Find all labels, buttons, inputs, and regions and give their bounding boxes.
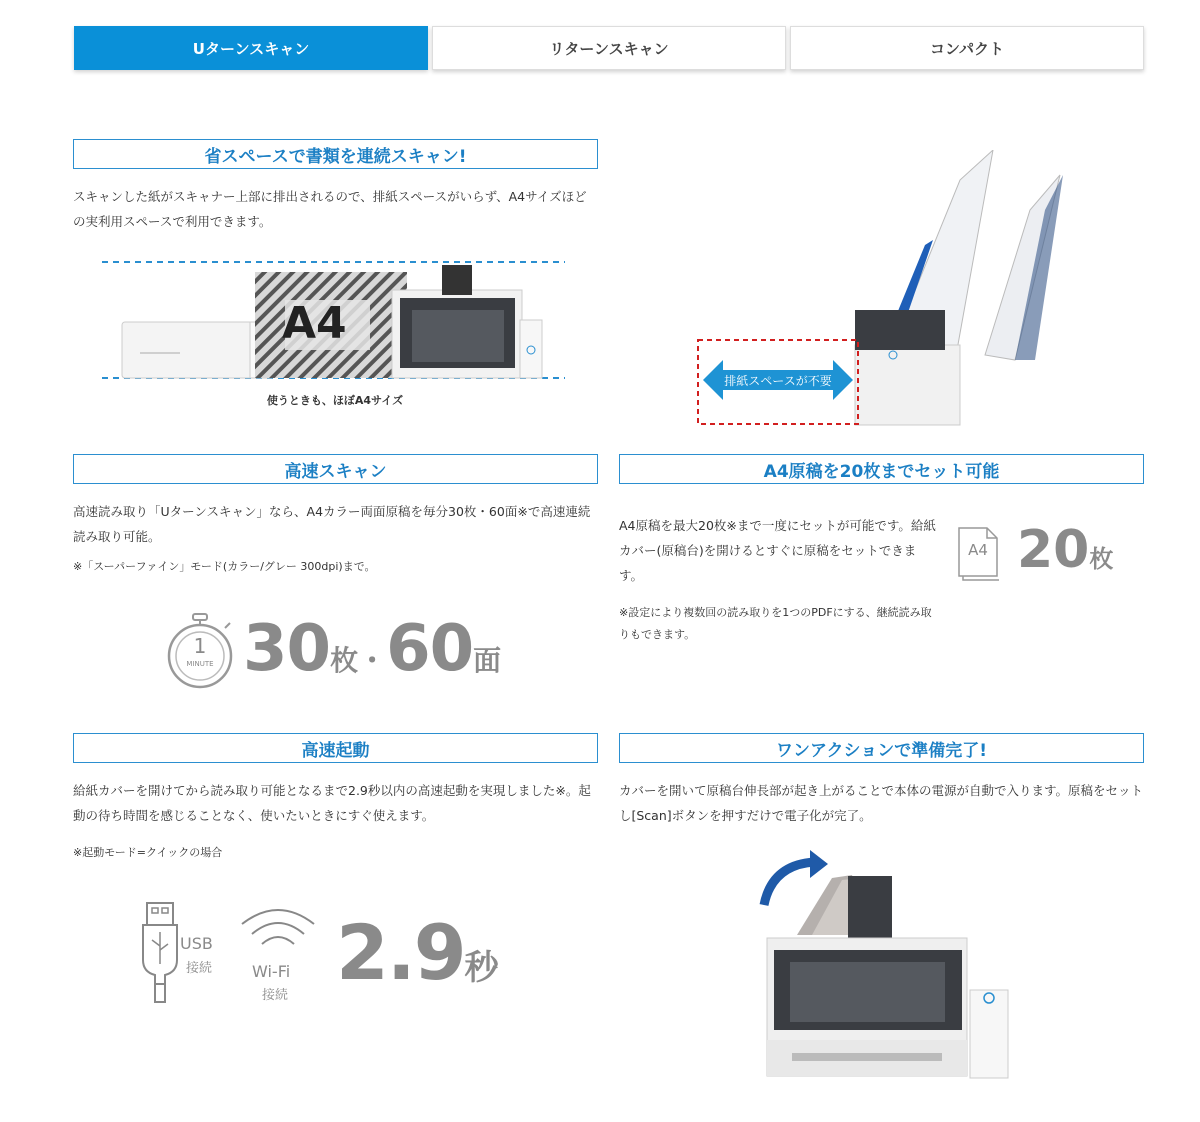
- scanner-opening-image: [752, 850, 1022, 1085]
- scan-speed-figure: [243, 612, 501, 686]
- sheet-capacity-figure: [1017, 520, 1113, 580]
- section-body-20-sheets: A4原稿を最大20枚※まで一度にセットが可能です。給紙カバー(原稿台)を開けるとすぐに原稿をセットできます。: [619, 518, 936, 583]
- wifi-connection-label: 接続: [262, 988, 289, 1003]
- startup-time-figure: [336, 908, 499, 997]
- section-body-fast-startup: 給紙カバーを開けてから読み取り可能となるまで2.9秒以内の高速起動を実現しました※。起動の待ち時間を感じることなく、使いたいときにすぐ使えます。: [73, 783, 591, 823]
- footprint-caption: 使うときも、ほぼA4サイズ: [266, 394, 404, 407]
- no-exit-space-label: 排紙スペースが不要: [724, 374, 832, 388]
- document-stack-icon: [957, 526, 1003, 582]
- sides-per-minute: 60: [386, 612, 474, 686]
- sides-unit: 面: [473, 644, 502, 677]
- scanner-open-illustration: [752, 850, 1022, 1085]
- stopwatch-icon: [165, 612, 235, 690]
- sheet-capacity-unit: 枚: [1089, 545, 1114, 573]
- section-header-20-sheets: A4原稿を20枚までセット可能: [619, 454, 1144, 484]
- startup-time-unit: 秒: [464, 948, 499, 988]
- section-body-one-action: カバーを開いて原稿台伸長部が起き上がることで本体の電源が自動で入ります。原稿をセットし[Scan]ボタンを押すだけで電子化が完了。: [619, 783, 1144, 823]
- usb-label: USB: [180, 934, 213, 953]
- tab-compact[interactable]: コンパクト: [790, 26, 1144, 70]
- sheets-per-minute: 30: [243, 612, 331, 686]
- stopwatch-number: 1: [193, 634, 207, 658]
- tab-return-scan[interactable]: リターンスキャン: [432, 26, 786, 70]
- wifi-label: Wi-Fi: [252, 962, 291, 981]
- a4-paper-label: A4: [282, 298, 347, 349]
- section-body-high-speed: 高速読み取り「Uターンスキャン」なら、A4カラー両面原稿を毎分30枚・60面※で高速連続読み取り可能。: [73, 504, 591, 544]
- separator-dot: ・: [358, 644, 387, 677]
- section-header-high-speed: 高速スキャン: [73, 454, 598, 484]
- tab-u-turn-scan[interactable]: Uターンスキャン: [74, 26, 428, 70]
- section-header-one-action: ワンアクションで準備完了!: [619, 733, 1144, 763]
- section-header-fast-startup: 高速起動: [73, 733, 598, 763]
- stopwatch-unit: MINUTE: [186, 660, 214, 668]
- section-body-space-saving: スキャンした紙がスキャナー上部に排出されるので、排紙スペースがいらず、A4サイズほどの実利用スペースで利用できます。: [73, 189, 587, 229]
- wifi-icon: [238, 902, 318, 962]
- no-exit-space-illustration: [695, 150, 1145, 435]
- sheets-unit: 枚: [330, 644, 359, 677]
- scanner-feeding-image: [695, 150, 1145, 435]
- section-note-20-sheets: ※設定により複数回の読み取りを1つのPDFにする、継続読み取りもできます。: [619, 606, 932, 641]
- a4-icon-label: A4: [968, 541, 988, 559]
- usb-connection-label: 接続: [186, 961, 213, 976]
- section-note-fast-startup: ※起動モード=クイックの場合: [73, 846, 223, 859]
- section-note-high-speed: ※「スーパーファイン」モード(カラー/グレー 300dpi)まで。: [73, 560, 376, 573]
- space-comparison-illustration: [100, 250, 570, 390]
- startup-time-number: 2.9: [336, 908, 465, 997]
- section-header-space-saving: 省スペースで書類を連続スキャン!: [73, 139, 598, 169]
- usb-icon: [140, 900, 180, 1006]
- tab-bar: [74, 26, 1144, 70]
- sheet-capacity-number: 20: [1017, 520, 1090, 580]
